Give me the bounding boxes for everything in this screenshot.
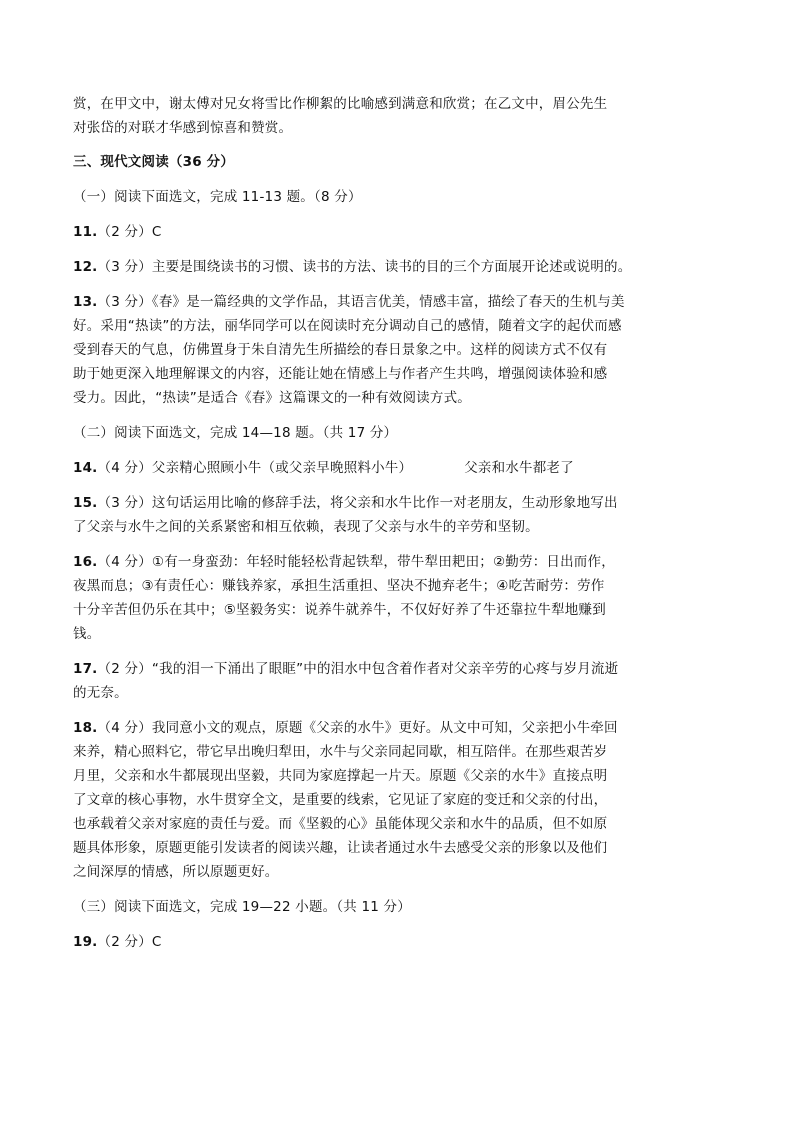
text-line: 赏，在甲文中，谢太傅对兄女将雪比作柳絮的比喻感到满意和欣赏；在乙文中，眉公先生	[73, 96, 608, 112]
text-line: 夜黑而息；③有责任心：赚钱养家，承担生活重担、坚决不抛弃老牛；④吃苦耐劳：劳作	[73, 578, 605, 594]
text-line	[73, 290, 713, 314]
answer-text: （4 分）①有一身蛮劲：年轻时能轻松背起铁犁，带牛犁田耙田；②勤劳：日出而作，	[97, 554, 615, 570]
answer-text: （3 分）主要是围绕读书的习惯、读书的方法、读书的目的三个方面展开论述或说明的。	[97, 259, 632, 275]
continued-answer-paragraph	[73, 92, 713, 140]
answer-text: （4 分）父亲精心照顾小牛（或父亲早晚照料小牛）	[97, 460, 413, 476]
question-number: 13.	[73, 294, 98, 310]
question-number: 16.	[73, 554, 98, 570]
text-line: 钱。	[73, 626, 101, 642]
answer-18	[73, 716, 713, 884]
question-number: 12.	[73, 259, 98, 275]
text-line	[73, 716, 713, 740]
answer-19	[73, 930, 713, 954]
text-line	[73, 657, 713, 681]
text-line: 了父亲与水牛之间的关系紧密和相互依赖，表现了父亲与水牛的辛劳和坚韧。	[73, 519, 539, 535]
question-number: 11.	[73, 224, 98, 240]
question-number: 14.	[73, 460, 98, 476]
text-line: 对张岱的对联才华感到惊喜和赞赏。	[73, 120, 293, 136]
text-line	[73, 491, 713, 515]
answer-text: （2 分）C	[97, 934, 162, 950]
question-number: 17.	[73, 661, 98, 677]
answer-text-second: 父亲和水牛都老了	[464, 460, 574, 476]
question-number: 19.	[73, 934, 98, 950]
text-line: 来养，精心照料它，带它早出晚归犁田，水牛与父亲同起同歇，相互陪伴。在那些艰苦岁	[73, 744, 608, 760]
part-heading-1: （一）阅读下面选文，完成 11-13 题。（8 分）	[73, 189, 362, 205]
text-line: 好。采用“热读”的方法，丽华同学可以在阅读时充分调动自己的感情，随着文字的起伏而感	[73, 318, 622, 334]
part-heading-2: （二）阅读下面选文，完成 14—18 题。（共 17 分）	[73, 425, 398, 441]
answer-text: （3 分）《春》是一篇经典的文学作品，其语言优美，情感丰富，描绘了春天的生机与美	[97, 294, 625, 310]
text-line: 了文章的核心事物，水牛贯穿全文，是重要的线索，它见证了家庭的变迁和父亲的付出，	[73, 792, 608, 808]
section-heading: 三、现代文阅读（36 分）	[73, 154, 235, 170]
answer-text: （2 分）C	[97, 224, 162, 240]
answer-text: （2 分）“我的泪一下涌出了眼眶”中的泪水中包含着作者对父亲辛劳的心疼与岁月流逝	[97, 661, 619, 677]
answer-text: （4 分）我同意小文的观点，原题《父亲的水牛》更好。从文中可知，父亲把小牛牵回	[97, 720, 618, 736]
answer-text: （3 分）这句话运用比喻的修辞手法，将父亲和水牛比作一对老朋友，生动形象地写出	[97, 495, 618, 511]
question-number: 18.	[73, 720, 98, 736]
answer-13	[73, 290, 713, 410]
text-line: 的无奈。	[73, 685, 128, 701]
text-line: 之间深厚的情感，所以原题更好。	[73, 864, 279, 880]
text-line: 受力。因此，“热读”是适合《春》这篇课文的一种有效阅读方式。	[73, 390, 471, 406]
text-line: 受到春天的气息，仿佛置身于朱自清先生所描绘的春日景象之中。这样的阅读方式不仅有	[73, 342, 608, 358]
answer-14	[73, 456, 713, 480]
document-page	[73, 92, 713, 965]
part-heading-3: （三）阅读下面选文，完成 19—22 小题。（共 11 分）	[73, 899, 411, 915]
text-line	[73, 550, 713, 574]
text-line: 十分辛苦但仍乐在其中；⑤坚毅务实：说养牛就养牛，不仅好好养了牛还靠拉牛犁地赚到	[73, 602, 606, 618]
answer-11	[73, 220, 713, 244]
answer-15	[73, 491, 713, 539]
text-line: 月里，父亲和水牛都展现出坚毅，共同为家庭撑起一片天。原题《父亲的水牛》直接点明	[73, 768, 608, 784]
text-line: 也承载着父亲对家庭的责任与爱。而《坚毅的心》虽能体现父亲和水牛的品质，但不如原	[73, 816, 608, 832]
answer-16	[73, 550, 713, 646]
answer-17	[73, 657, 713, 705]
answer-12	[73, 255, 713, 279]
text-line: 助于她更深入地理解课文的内容，还能让她在情感上与作者产生共鸣，增强阅读体验和感	[73, 366, 608, 382]
text-line: 题具体形象，原题更能引发读者的阅读兴趣，让读者通过水牛去感受父亲的形象以及他们	[73, 840, 608, 856]
question-number: 15.	[73, 495, 98, 511]
